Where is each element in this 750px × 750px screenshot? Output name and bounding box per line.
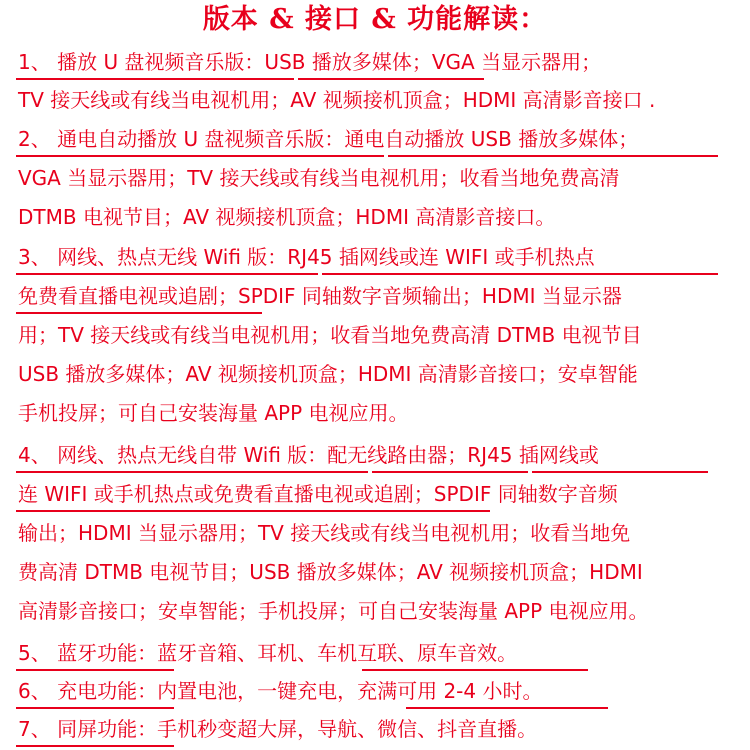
text-line: 费高清 DTMB 电视节目；USB 播放多媒体；AV 视频接机顶盒；HDMI xyxy=(18,560,643,584)
underline xyxy=(16,155,384,157)
underline xyxy=(16,312,262,314)
text-line: 免费看直播电视或追剧；SPDIF 同轴数字音频输出；HDMI 当显示器 xyxy=(18,284,622,308)
underline xyxy=(16,669,174,671)
text-line: DTMB 电视节目；AV 视频接机顶盒；HDMI 高清影音接口。 xyxy=(18,205,556,229)
text-line: VGA 当显示器用；TV 接天线或有线当电视机用；收看当地免费高清 xyxy=(18,166,620,190)
underline xyxy=(388,155,718,157)
text-line: 1、 播放 U 盘视频音乐版：USB 播放多媒体；VGA 当显示器用； xyxy=(18,50,602,74)
text-line: 2、 通电自动播放 U 盘视频音乐版：通电自动播放 USB 播放多媒体； xyxy=(18,127,639,151)
text-line: 连 WIFI 或手机热点或免费看直播电视或追剧；SPDIF 同轴数字音频 xyxy=(18,482,618,506)
text-line: USB 播放多媒体；AV 视频接机顶盒；HDMI 高清影音接口；安卓智能 xyxy=(18,362,638,386)
text-line: 手机投屏；可自己安装海量 APP 电视应用。 xyxy=(18,401,409,425)
page-title: 版本 & 接口 & 功能解读： xyxy=(202,4,548,35)
text-line: 6、 充电功能：内置电池，一键充电，充满可用 2-4 小时。 xyxy=(18,679,543,703)
text-line: 7、 同屏功能：手机秒变超大屏，导航、微信、抖音直播。 xyxy=(18,717,538,741)
underline xyxy=(406,707,608,709)
text-line: 高清影音接口；安卓智能；手机投屏；可自己安装海量 APP 电视应用。 xyxy=(18,599,649,623)
underline xyxy=(298,78,484,80)
text-line: 3、 网线、热点无线 Wifi 版：RJ45 插网线或连 WIFI 或手机热点 xyxy=(18,245,595,269)
text-line: 4、 网线、热点无线自带 Wifi 版：配无线路由器；RJ45 插网线或 xyxy=(18,443,599,467)
text-line: 输出；HDMI 当显示器用；TV 接天线或有线当电视机用；收看当地免 xyxy=(18,521,631,545)
underline xyxy=(16,707,174,709)
underline xyxy=(16,745,174,747)
underline xyxy=(532,471,708,473)
underline xyxy=(16,78,294,80)
underline xyxy=(362,669,588,671)
underline xyxy=(16,471,368,473)
text-line: TV 接天线或有线当电视机用；AV 视频接机顶盒；HDMI 高清影音接口 . xyxy=(18,88,656,112)
underline xyxy=(372,471,528,473)
underline xyxy=(16,510,490,512)
text-line: 用；TV 接天线或有线当电视机用；收看当地免费高清 DTMB 电视节目 xyxy=(18,323,642,347)
underline xyxy=(322,273,718,275)
text-line: 5、 蓝牙功能：蓝牙音箱、耳机、车机互联、原车音效。 xyxy=(18,641,518,665)
underline xyxy=(16,273,318,275)
